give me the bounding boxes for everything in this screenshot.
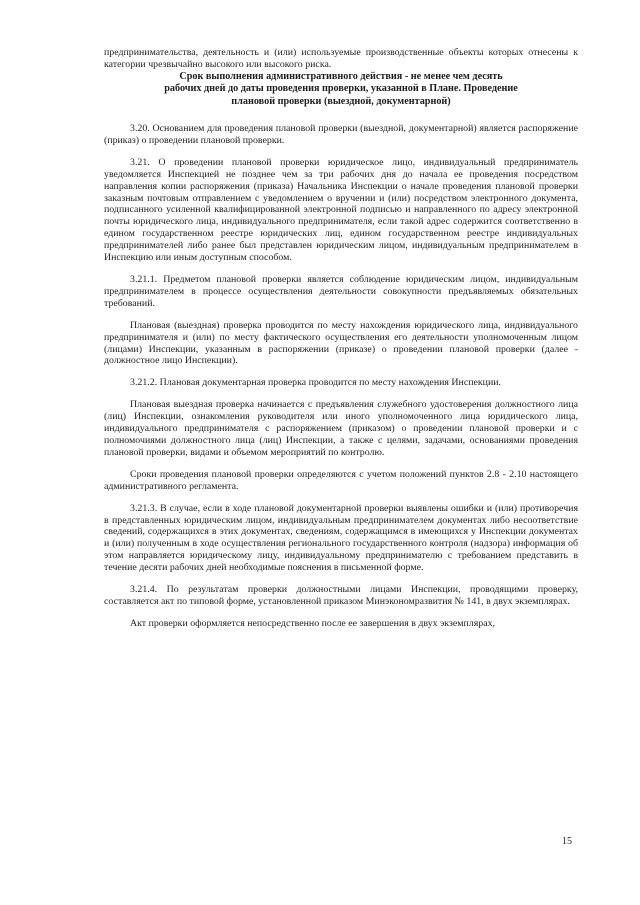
paragraph-inspection-start: Плановая выездная проверка начинается с предъявления служебного удостоверения должностного лица (лиц) Инспекции, ознакомления руководителя или иного уполномоченного лица юридического лица, индивидуального предпринимателя с распоряжением (приказом) о проведении плановой проверки и с полномочиями должностного лица (лиц) Инспекции, а также с целями, задачами, основаниями проведения плановой проверки, видами и объемом мероприятий по контролю. xyxy=(104,399,578,458)
paragraph-3-20: 3.20. Основанием для проведения плановой проверки (выездной, документарной) является распоряжение (приказ) о проведении плановой проверки. xyxy=(104,123,578,146)
section-heading: Срок выполнения административного действия - не менее чем десять рабочих дней до даты проведения проверки, указанной в Плане. Проведение плановой проверки (выездной, документарной) xyxy=(164,70,518,107)
paragraph-field-inspection: Плановая (выездная) проверка проводится по месту нахождения юридического лица, индивидуального предпринимателя и (или) по месту фактического осуществления его деятельности уполномоченным лицом (лицами) Инспекции, указанным в распоряжении (приказе) о проведении плановой проверки (далее - должностное лицо Инспекции). xyxy=(104,319,578,367)
document-body xyxy=(104,47,578,630)
paragraph-3-21-4: 3.21.4. По результатам проверки должностными лицами Инспекции, проводящими проверку, составляется акт по типовой форме, установленной приказом Минэкономразвития № 141, в двух экземплярах. xyxy=(104,584,578,607)
paragraph-3-21-3: 3.21.3. В случае, если в ходе плановой документарной проверки выявлены ошибки и (или) противоречия в представленных юридическим лицом, индивидуальным предпринимателем документах либо несоответствие сведений, содержащихся в этих документах, сведениям, содержащимся в имеющихся у Инспекции документах и (или) полученным в ходе осуществления регионального государственного контроля (надзора) информация об этом направляется юридическому лицу, индивидуальному предпринимателю с требованием представить в течение десяти рабочих дней необходимые пояснения в письменной форме. xyxy=(104,502,578,574)
page-number: 15 xyxy=(562,836,572,847)
paragraph-3-21-2: 3.21.2. Плановая документарная проверка проводится по месту нахождения Инспекции. xyxy=(130,377,501,389)
paragraph-3-21-1: 3.21.1. Предметом плановой проверки является соблюдение юридическим лицом, индивидуальным предпринимателем в процессе осуществления деятельности совокупности предъявляемых обязательных требований. xyxy=(104,274,578,309)
paragraph-act-preparation: Акт проверки оформляется непосредственно после ее завершения в двух экземплярах, xyxy=(130,617,495,629)
paragraph-3-21: 3.21. О проведении плановой проверки юридическое лицо, индивидуальный предприниматель уведомляется Инспекцией не позднее чем за три рабочих дня до начала ее проведения посредством направления копии распоряжения (приказа) Начальника Инспекции о начале проведения плановой проверки заказным почтовым отправлением с уведомлением о вручении и (или) посредством электронного документа, подписанного усиленной квалифицированной электронной подписью и направленного по адресу электронной почты юридического лица, индивидуального предпринимателя, если такой адрес содержится соответственно в едином государственном реестре юридических лиц, едином государственном реестре индивидуальных предпринимателей либо ранее был представлен юридическим лицом, индивидуальным предпринимателем в Инспекцию или иным доступным способом. xyxy=(104,156,578,264)
intro-text: предпринимательства, деятельность и (или) используемые производственные объекты которых отнесены к категории чрезвычайно высокого или высокого риска. xyxy=(104,47,578,70)
paragraph-inspection-terms: Сроки проведения плановой проверки определяются с учетом положений пунктов 2.8 - 2.10 настоящего административного регламента. xyxy=(104,468,578,492)
